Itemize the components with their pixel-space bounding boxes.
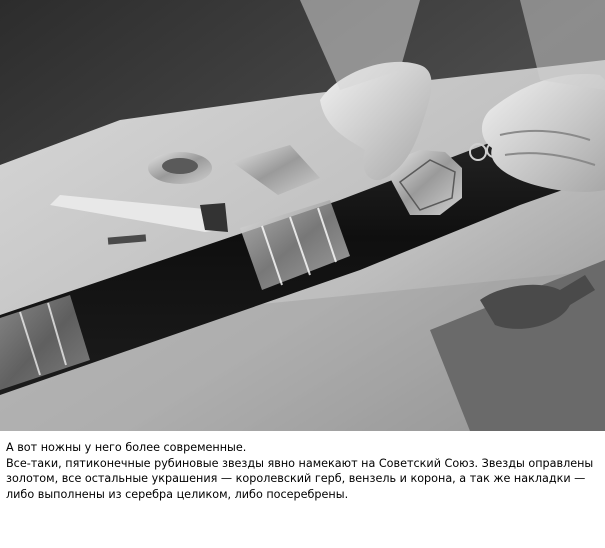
- caption-line-1: А вот ножны у него более современные.: [6, 441, 247, 454]
- caption-line-2: Все-таки, пятиконечные рубиновые звезды явно намекают на Советский Союз. Звезды оправлены золотом, все остальные украшения — королевский герб, вензель и корона, а так же накладки — либо выполнены из серебра целиком, либо посеребрены.: [6, 456, 594, 501]
- clamp-hole: [162, 158, 198, 174]
- photo-caption: [6, 440, 600, 502]
